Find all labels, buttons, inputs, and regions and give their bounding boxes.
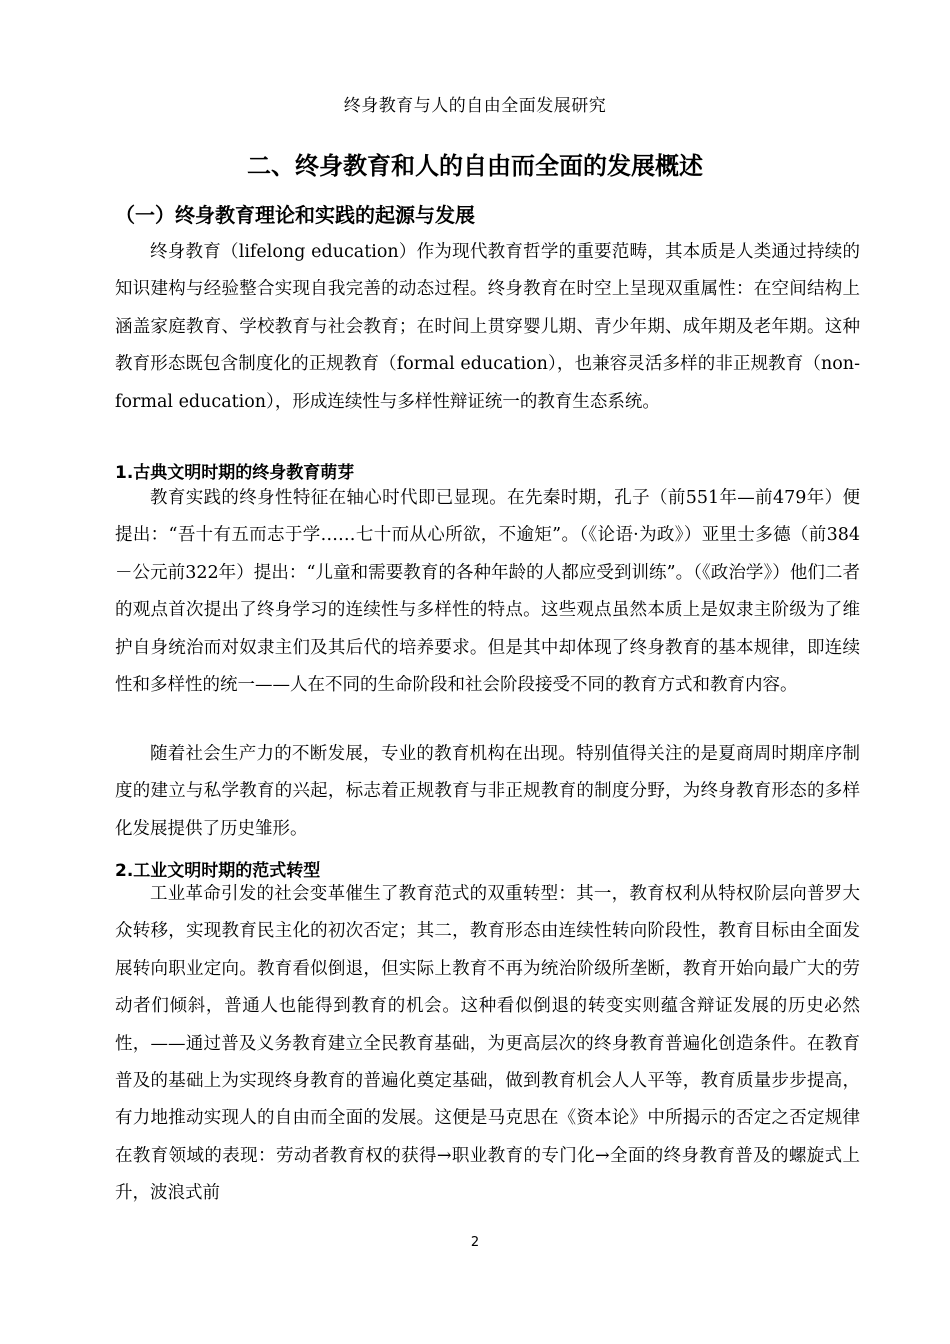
subheading-industrial-era: 2.工业文明时期的范式转型 — [115, 861, 321, 881]
page-number: 2 — [470, 1235, 480, 1250]
running-header-title: 终身教育与人的自由全面发展研究 — [343, 96, 607, 116]
paragraph-institutions: 随着社会生产力的不断发展，专业的教育机构在出现。特别值得关注的是夏商周时期庠序制度的建立与私学教育的兴起，标志着正规教育与非正规教育的制度分野，为终身教育形态的多样化发展提供了历史雏形。 — [115, 744, 860, 839]
paragraph-lifelong-education-definition: 终身教育（lifelong education）作为现代教育哲学的重要范畴，其本质是人类通过持续的知识建构与经验整合实现自我完善的动态过程。终身教育在时空上呈现双重属性：在空间结构上涵盖家庭教育、学校教育与社会教育；在时间上贯穿婴儿期、青少年期、成年期及老年期。这种教育形态既包含制度化的正规教育（formal education），也兼容灵活多样的非正规教育（non-formal education），形成连续性与多样性辩证统一的教育生态系统。 — [115, 242, 860, 412]
section-title: （一）终身教育理论和实践的起源与发展 — [115, 203, 475, 227]
subheading-classical-era: 1.古典文明时期的终身教育萌芽 — [115, 463, 355, 483]
chapter-title: 二、终身教育和人的自由而全面的发展概述 — [247, 152, 703, 180]
paragraph-axial-age: 教育实践的终身性特征在轴心时代即已显现。在先秦时期，孔子（前551年—前479年）便提出：“吾十有五而志于学……七十而从心所欲，不逾矩”。（《论语·为政》）亚里士多德（前384－公元前322年）提出：“儿童和需要教育的各种年龄的人都应受到训练”。（《政治学》）他们二者的观点首次提出了终身学习的连续性与多样性的特点。这些观点虽然本质上是奴隶主阶级为了维护自身统治而对奴隶主们及其后代的培养要求。但是其中却体现了终身教育的基本规律，即连续性和多样性的统一——人在不同的生命阶段和社会阶段接受不同的教育方式和教育内容。 — [115, 488, 860, 696]
paragraph-industrial-transformation: 工业革命引发的社会变革催生了教育范式的双重转型：其一，教育权利从特权阶层向普罗大众转移，实现教育民主化的初次否定；其二，教育形态由连续性转向阶段性，教育目标由全面发展转向职业定向。教育看似倒退，但实际上教育不再为统治阶级所垄断，教育开始向最广大的劳动者们倾斜，普通人也能得到教育的机会。这种看似倒退的转变实则蕴含辩证发展的历史必然性，——通过普及义务教育建立全民教育基础，为更高层次的终身教育普遍化创造条件。在教育普及的基础上为实现终身教育的普遍化奠定基础，做到教育机会人人平等，教育质量步步提高，有力地推动实现人的自由而全面的发展。这便是马克思在《资本论》中所揭示的否定之否定规律在教育领域的表现：劳动者教育权的获得→职业教育的专门化→全面的终身教育普及的螺旋式上升，波浪式前 — [115, 884, 860, 1204]
